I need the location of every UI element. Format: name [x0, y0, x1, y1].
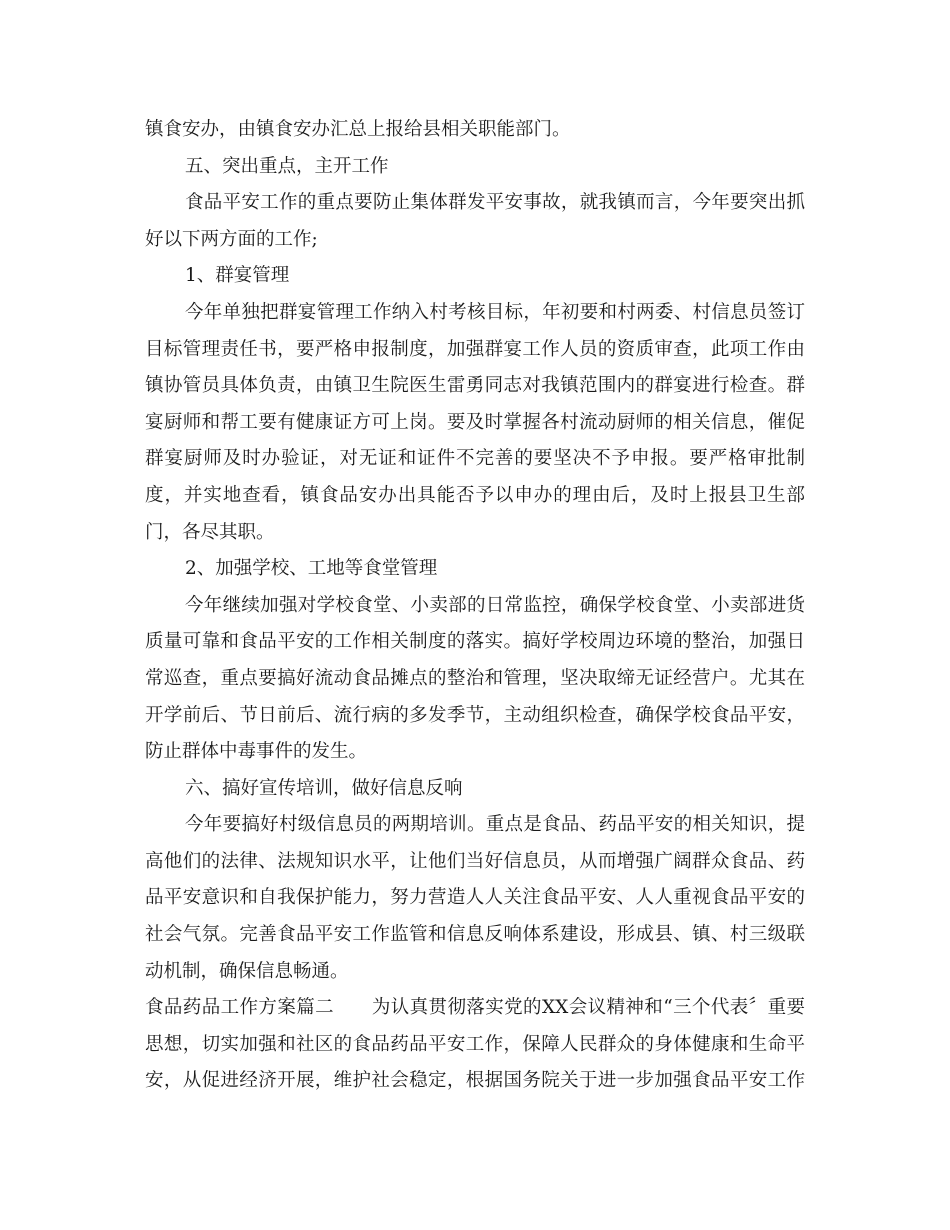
paragraph-line: 镇协管员具体负责，由镇卫生院医生雷勇同志对我镇范围内的群宴进行检查。群 — [145, 375, 805, 397]
paragraph-line: 食品平安工作的重点要防止集体群发平安事故，就我镇而言，今年要突出抓 — [185, 192, 805, 214]
paragraph-line: 思想，切实加强和社区的食品药品平安工作，保障人民群众的身体健康和生命平 — [145, 1033, 805, 1055]
paragraph-line: 常巡查，重点要搞好流动食品摊点的整治和管理，坚决取缔无证经营户。尤其在 — [145, 667, 805, 689]
paragraph-line: 开学前后、节日前后、流行病的多发季节，主动组织检查，确保学校食品平安， — [145, 704, 805, 726]
paragraph-line: 品平安意识和自我保护能力，努力营造人人关注食品平安、人人重视食品平安的 — [145, 887, 805, 909]
section-heading: 五、突出重点，主开工作 — [185, 155, 389, 177]
paragraph-line: 今年单独把群宴管理工作纳入村考核目标，年初要和村两委、村信息员签订 — [185, 301, 805, 323]
paragraph-line: 今年继续加强对学校食堂、小卖部的日常监控，确保学校食堂、小卖部进货 — [185, 594, 805, 616]
paragraph-line: 镇食安办，由镇食安办汇总上报给县相关职能部门。 — [145, 119, 571, 140]
subsection-heading: 1、群宴管理 — [185, 265, 290, 287]
paragraph-line: 目标管理责任书，要严格申报制度，加强群宴工作人员的资质审查，此项工作由 — [145, 338, 805, 360]
paragraph-line: 门，各尽其职。 — [145, 521, 275, 543]
paragraph-line: 好以下两方面的工作; — [145, 228, 318, 250]
subsection-heading: 2、加强学校、工地等食堂管理 — [185, 558, 438, 580]
paragraph-line: 高他们的法律、法规知识水平，让他们当好信息员，从而增强广阔群众食品、药 — [145, 850, 805, 872]
section-heading: 六、搞好宣传培训，做好信息反响 — [185, 777, 463, 799]
paragraph-line: 防止群体中毒事件的发生。 — [145, 741, 368, 763]
document-body — [145, 112, 805, 1100]
paragraph-line: 今年要搞好村级信息员的两期培训。重点是食品、药品平安的相关知识，提 — [185, 814, 805, 836]
paragraph-line: 食品药品工作方案篇二 为认真贯彻落实党的XX会议精神和“三个代表〞重要 — [145, 997, 805, 1019]
paragraph-line: 社会气氛。完善食品平安工作监管和信息反响体系建设，形成县、镇、村三级联 — [145, 924, 805, 946]
paragraph-line: 动机制，确保信息畅通。 — [145, 960, 349, 982]
paragraph-line: 质量可靠和食品平安的工作相关制度的落实。搞好学校周边环境的整治，加强日 — [145, 631, 805, 653]
paragraph-line: 度，并实地查看，镇食品安办出具能否予以申办的理由后，及时上报县卫生部 — [145, 484, 805, 506]
paragraph-line: 安，从促进经济开展，维护社会稳定，根据国务院关于进一步加强食品平安工作 — [145, 1070, 805, 1092]
paragraph-line: 宴厨师和帮工要有健康证方可上岗。要及时掌握各村流动厨师的相关信息，催促 — [145, 411, 805, 433]
paragraph-line: 群宴厨师及时办验证，对无证和证件不完善的要坚决不予申报。要严格审批制 — [145, 448, 805, 470]
